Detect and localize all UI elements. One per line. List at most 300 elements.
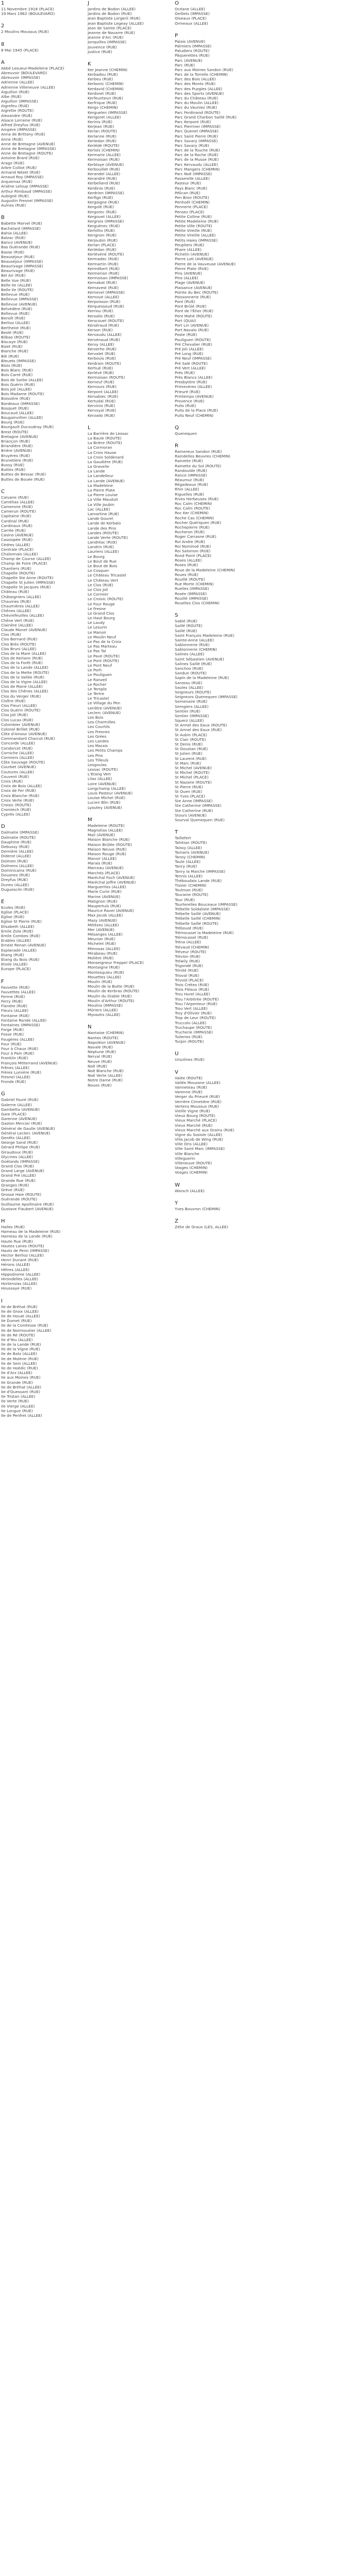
street-item[interactable]: La Gaudière (RUE) <box>88 459 123 464</box>
street-item[interactable]: Alsace Lorraine (RUE) <box>1 117 43 123</box>
street-item[interactable]: Belle Vue (RUE) <box>1 278 31 283</box>
street-item[interactable]: Kergaigne (RUE) <box>88 200 119 205</box>
street-item[interactable]: Maréchal Joffre (AVENUE) <box>88 880 136 885</box>
street-item[interactable]: St Pierre (RUE) <box>175 784 203 789</box>
street-item[interactable]: St Armel des Eaux (RUE) <box>175 727 222 733</box>
street-item[interactable]: Noë (RUE) <box>88 1063 107 1069</box>
street-item[interactable]: Debussy (RUE) <box>1 844 30 849</box>
street-item[interactable]: Petite Ville (ROUTE) <box>175 224 212 229</box>
street-item[interactable]: L'Etang Vert <box>88 772 111 777</box>
street-item[interactable]: Clos Brès (ROUTE) <box>1 641 36 647</box>
street-item[interactable]: Truccolo (ALLEE) <box>175 1020 207 1025</box>
street-item[interactable]: Kerinis (RUE) <box>88 119 113 124</box>
street-item[interactable]: Verger du Prieuré (RUE) <box>175 1094 220 1099</box>
street-item[interactable]: Fontaines (IMPASSE) <box>1 1023 40 1027</box>
street-item[interactable]: Pré Neuf (IMPASSE) <box>175 356 212 361</box>
street-item[interactable]: Douanes (RUE) <box>1 873 30 878</box>
street-item[interactable]: Trucherie (IMPASSE) <box>175 1029 213 1035</box>
street-item[interactable]: Port Navalo (RUE) <box>175 328 209 333</box>
street-item[interactable]: Grande Rue (RUE) <box>1 1178 36 1183</box>
street-item[interactable]: La Brière (ROUTE) <box>88 440 122 446</box>
street-item[interactable]: Trois Crétes (RUE) <box>175 982 209 987</box>
street-item[interactable]: Corniche (ALLEE) <box>1 750 34 755</box>
street-item[interactable]: Casino (AVENUE) <box>1 533 34 538</box>
street-item[interactable]: St Laurent (RUE) <box>175 756 207 761</box>
street-item[interactable]: Courbet (AVENUE) <box>1 765 36 770</box>
street-item[interactable]: Tour (RUE) <box>175 897 195 902</box>
street-item[interactable]: Ile aux Moines (RUE) <box>1 1375 41 1380</box>
street-item[interactable]: Fosse (RUE) <box>1 1032 24 1037</box>
street-item[interactable]: Meunier (RUE) <box>88 937 115 942</box>
street-item[interactable]: Kergo (CHEMIN) <box>88 105 118 110</box>
street-item[interactable]: Brunetière (RUE) <box>1 457 34 463</box>
street-item[interactable]: Ile de Groix (ALLEE) <box>1 1309 39 1314</box>
street-item[interactable]: Sablonnerie (CHEMIN) <box>175 647 217 652</box>
street-item[interactable]: Croix de Bois (ALLEE) <box>1 784 42 789</box>
street-item[interactable]: Touraine (ROUTE) <box>175 892 208 897</box>
street-item[interactable]: Parc des Bois (ALLEE) <box>175 77 216 82</box>
street-item[interactable]: Le Pavé (ROUTE) <box>88 653 120 658</box>
street-item[interactable]: Trébelle Soldaliste (IMPASSE) <box>175 907 230 911</box>
street-item[interactable]: Trivoid (PLACE) <box>175 977 204 982</box>
street-item[interactable]: Kerlévé (RUE) <box>88 370 114 375</box>
street-item[interactable]: Vertens Moussus (RUE) <box>175 1104 219 1109</box>
street-item[interactable]: Ferme (RUE) <box>1 994 25 999</box>
street-item[interactable]: Leclerc (AVENUE) <box>88 710 121 715</box>
street-item[interactable]: Bel Air (RUE) <box>1 273 26 278</box>
street-item[interactable]: Etang du Bois (RUE) <box>1 957 40 962</box>
street-item[interactable]: Kermartin (RUE) <box>88 261 119 266</box>
street-item[interactable]: Ecoles (RUE) <box>1 905 26 910</box>
street-item[interactable]: Diderot (ALLEE) <box>1 854 31 859</box>
street-item[interactable]: Primevères (ALLEE) <box>175 384 212 389</box>
street-item[interactable]: Tréwily (RUE) <box>175 959 200 964</box>
street-item[interactable]: Kerlois (CHEMIN) <box>88 148 120 153</box>
street-item[interactable]: Saules (ALLEE) <box>175 685 204 690</box>
street-item[interactable]: Pierre Plate (RUE) <box>175 266 209 271</box>
street-item[interactable]: Hortensias (ALLEE) <box>1 1281 38 1286</box>
street-item[interactable]: St Julien (RUE) <box>175 751 203 756</box>
street-item[interactable]: Roses (RUE) <box>175 563 198 568</box>
street-item[interactable]: Le Bourg <box>88 554 105 559</box>
street-item[interactable]: Abreuvoir (BOULEVARD) <box>1 70 47 75</box>
street-item[interactable]: St Goustan (RUE) <box>175 747 208 752</box>
street-item[interactable]: François Mitterrand (AVENUE) <box>1 1060 58 1065</box>
street-item[interactable]: Bosquet (RUE) <box>1 405 29 411</box>
street-item[interactable]: St Aubin (PLACE) <box>175 732 207 737</box>
street-item[interactable]: Banco (AVENUE) <box>1 240 32 245</box>
street-item[interactable]: Berthelot (RUE) <box>1 325 31 330</box>
street-item[interactable]: Bougainvillier (ALLEE) <box>1 415 43 420</box>
street-item[interactable]: Bellevue (IMPASSE) <box>1 297 38 302</box>
street-item[interactable]: Trémoussel (RUE) <box>175 935 208 940</box>
street-item[interactable]: Napoléon (AVENUE) <box>88 1040 126 1045</box>
street-item[interactable]: Neptune (RUE) <box>88 1049 116 1055</box>
street-item[interactable]: Pennerie (PLACE) <box>175 205 208 210</box>
street-item[interactable]: Hippodrome (ALLEE) <box>1 1272 41 1277</box>
street-item[interactable]: Bas Guérande (RUE) <box>1 245 40 250</box>
street-item[interactable]: Rond Point (PLACE) <box>175 553 212 558</box>
street-item[interactable]: Garenne (AVENUE) <box>1 1116 37 1122</box>
street-item[interactable]: Ursulines (RUE) <box>175 1057 205 1062</box>
street-item[interactable]: Clos (RUE) <box>1 632 21 637</box>
street-item[interactable]: Chapelle (ROUTE) <box>1 570 35 575</box>
street-item[interactable]: Europe (PLACE) <box>1 967 31 972</box>
street-item[interactable]: Kerignon (RUE) <box>88 233 117 238</box>
street-item[interactable]: Parc des Puzgles (ALLEE) <box>175 86 223 91</box>
street-item[interactable]: Le Grand Clos <box>88 611 114 616</box>
street-item[interactable]: Valée (ROUTE) <box>175 1075 203 1080</box>
street-item[interactable]: Taule (ALLEE) <box>175 859 201 865</box>
street-item[interactable]: Camélias (ALLEE) <box>1 499 35 504</box>
street-item[interactable]: Le Cormier <box>88 592 109 597</box>
street-item[interactable]: Kerbeu (RUE) <box>88 77 113 82</box>
street-item[interactable]: Cardinal (RUE) <box>1 518 29 523</box>
street-item[interactable]: Kerguelen (IMPASSE) <box>88 110 127 115</box>
street-item[interactable]: Troy d'Olivier (RUE) <box>175 1011 212 1016</box>
street-item[interactable]: Le Pas de la Croix <box>88 639 122 644</box>
street-item[interactable]: Kernevel (IMPASSE) <box>88 290 125 295</box>
street-item[interactable]: Parc de la Roche (RUE) <box>175 152 219 158</box>
street-item[interactable]: Myosotis (ALLEE) <box>88 1012 121 1018</box>
street-item[interactable]: Basse (RUE) <box>1 249 25 255</box>
street-item[interactable]: Rocheron (RUE) <box>175 530 205 535</box>
street-item[interactable]: Arquemaz (RUE) <box>1 179 32 184</box>
street-item[interactable]: Salines (ALLEE) <box>175 652 205 657</box>
street-item[interactable]: Gustave Flaubert (AVENUE) <box>1 1206 54 1211</box>
street-item[interactable]: Jean Baptiste Lorgeril (RUE) <box>88 16 141 21</box>
street-item[interactable]: Ste Catherine (RUE) <box>175 808 213 813</box>
street-item[interactable]: Guillaume Apollinaire (RUE) <box>1 1201 54 1207</box>
street-item[interactable]: Sentier (RUE) <box>175 708 201 714</box>
street-item[interactable]: Kerfrique (RUE) <box>88 100 118 106</box>
street-item[interactable]: Sapin de la Madeleine (RUE) <box>175 675 229 681</box>
street-item[interactable]: Ruelles (IMPASSE) <box>175 586 209 591</box>
street-item[interactable]: Vieux Marché aux Grains (RUE) <box>175 1127 235 1132</box>
street-item[interactable]: Kerjoubin (RUE) <box>88 238 118 243</box>
street-item[interactable]: Belvédère (RUE) <box>1 306 32 311</box>
street-item[interactable]: Roc Calm (CHEMIN) <box>175 501 212 506</box>
street-item[interactable]: Kerigoret (ALLEE) <box>88 114 121 120</box>
street-item[interactable]: Grand Clos (RUE) <box>1 1164 34 1169</box>
street-item[interactable]: Arbre Colliot (RUE) <box>1 165 37 170</box>
street-item[interactable]: Les Fresnes <box>88 729 110 734</box>
street-item[interactable]: Saint Sébastien (AVENUE) <box>175 656 224 662</box>
street-item[interactable]: Molière (RUE) <box>88 956 114 960</box>
street-item[interactable]: Kerhué (RUE) <box>88 365 113 370</box>
street-item[interactable]: Trop de Leur (ROUTE) <box>175 1015 216 1021</box>
street-item[interactable]: Pont (RUE) <box>175 299 195 304</box>
street-item[interactable]: Croix Blanche (RUE) <box>1 793 40 798</box>
street-item[interactable]: Le Pas Tal <box>88 649 106 654</box>
street-item[interactable]: Madeleine (ROUTE) <box>88 823 125 828</box>
street-item[interactable]: Trioval (RUE) <box>175 973 200 978</box>
street-item[interactable]: Abreuvoir (IMPASSE) <box>1 75 40 80</box>
street-item[interactable]: Moulin du Diable (RUE) <box>88 993 132 998</box>
street-item[interactable]: Houssaye (RUE) <box>1 1286 32 1291</box>
street-item[interactable]: Clairière (ALLEE) <box>1 622 33 628</box>
street-item[interactable]: Tanry (RUE) <box>175 864 197 869</box>
street-item[interactable]: Dalmatie (ROUTE) <box>1 835 36 840</box>
street-item[interactable]: Kersalio (RUE) <box>88 313 115 318</box>
street-item[interactable]: Alfred Dreyfus (RUE) <box>1 123 41 127</box>
street-item[interactable]: Lande des Pins <box>88 526 117 531</box>
street-item[interactable]: Chapelle Ste Anne (ROUTE) <box>1 575 54 580</box>
street-item[interactable]: Ile Grande (RUE) <box>1 1380 33 1385</box>
street-item[interactable]: Bretagne (AVENUE) <box>1 434 38 439</box>
street-item[interactable]: Clos de la Vigne (ALLEE) <box>1 680 48 684</box>
street-item[interactable]: Balzac (RUE) <box>1 235 26 240</box>
street-item[interactable]: Cardinaux (RUE) <box>1 523 32 528</box>
street-item[interactable]: Bellevue (RUE) <box>1 292 30 297</box>
street-item[interactable]: Clos de la Mette (ROUTE) <box>1 670 49 675</box>
street-item[interactable]: Pont Mahé (ROUTE) <box>175 313 212 318</box>
street-item[interactable]: Sablé (RUE) <box>175 619 197 624</box>
street-item[interactable]: Chaumières (ALLEE) <box>1 604 40 608</box>
street-item[interactable]: Phare (ALLEE) <box>175 247 202 252</box>
street-item[interactable]: Briandière (RUE) <box>1 444 33 449</box>
street-item[interactable]: Kerquessaud (RUE) <box>88 304 124 309</box>
street-item[interactable]: Sarzeau (RUE) <box>175 680 203 685</box>
street-item[interactable]: Les Tilleuls <box>88 757 109 762</box>
street-item[interactable]: Les Marais <box>88 743 108 749</box>
street-item[interactable]: Lande de Kerbalo <box>88 521 121 526</box>
street-item[interactable]: Roues (RUE) <box>175 572 198 577</box>
street-item[interactable]: Vigne du Sosiole (ALLEE) <box>175 1132 222 1137</box>
street-item[interactable]: 11 Novembre 1918 (PLACE) <box>1 7 54 11</box>
street-item[interactable]: Jean Baptiste Legeay (ALLEE) <box>88 21 144 26</box>
street-item[interactable]: Clos de la Lande (ALLEE) <box>1 665 48 670</box>
street-item[interactable]: Pointe du Bec (ROUTE) <box>175 290 219 295</box>
street-item[interactable]: Clos Guérin (ROUTE) <box>1 708 41 713</box>
street-item[interactable]: Chênes (ALLEE) <box>1 608 31 614</box>
street-item[interactable]: Cyprès (ALLEE) <box>1 812 30 817</box>
street-item[interactable]: Kerhillio (RUE) <box>88 228 115 233</box>
street-item[interactable]: Chantiers (RUE) <box>1 566 31 571</box>
street-item[interactable]: Kerson (RUE) <box>88 328 113 333</box>
street-item[interactable]: Ville Saint Marc (IMPASSE) <box>175 1146 225 1151</box>
street-item[interactable]: Le Croisic (ROUTE) <box>88 597 124 602</box>
street-item[interactable]: Ile de Bréhat (ALLEE) <box>1 1384 42 1389</box>
street-item[interactable]: St Yves (PLACE) <box>175 794 205 799</box>
street-item[interactable]: Trou Vert (ALLEE) <box>175 1006 208 1011</box>
street-item[interactable]: Trinité (RUE) <box>175 968 199 973</box>
street-item[interactable]: Moulin de Kerbras (ROUTE) <box>88 989 140 994</box>
street-item[interactable]: Aulnes (RUE) <box>1 203 26 208</box>
street-item[interactable]: Maison Rouge (RUE) <box>88 851 126 856</box>
street-item[interactable]: Plaisance (AVENUE) <box>175 285 212 290</box>
street-item[interactable]: Pont de l'Étier (RUE) <box>175 309 213 314</box>
street-item[interactable]: Le Tertre <box>88 691 105 697</box>
street-item[interactable]: Jeanne de Navarre (RUE) <box>88 30 135 35</box>
street-item[interactable]: Roc Calm (ROUTE) <box>175 506 210 511</box>
street-item[interactable]: Kerlédan (RUE) <box>88 247 117 252</box>
street-item[interactable]: Théboudais Lande (RUE) <box>175 878 222 883</box>
street-item[interactable]: Bachelard (IMPASSE) <box>1 226 41 231</box>
street-item[interactable]: Le Laudy <box>88 620 105 625</box>
street-item[interactable]: Vanneteau (RUE) <box>175 1085 207 1090</box>
street-item[interactable]: Tamaris (AVENUE) <box>175 850 209 855</box>
street-item[interactable]: La Croix Soldenard <box>88 454 124 460</box>
street-item[interactable]: Bois de Sorbe (ALLEE) <box>1 377 43 382</box>
street-item[interactable]: Parc de la Musse (RUE) <box>175 157 219 162</box>
street-item[interactable]: Ile de Houat (ALLEE) <box>1 1313 40 1318</box>
street-item[interactable]: Grand Large (AVENUE) <box>1 1168 44 1174</box>
street-item[interactable]: Sourval Quenequen (RUE) <box>175 818 225 822</box>
street-item[interactable]: Tréna (ALLEE) <box>175 940 201 945</box>
street-item[interactable]: Bourg (RUE) <box>1 420 25 425</box>
street-item[interactable]: Villeguerin <box>175 1156 195 1161</box>
street-item[interactable]: Calvaire (RUE) <box>1 495 29 500</box>
street-item[interactable]: Clos de Kerlann (RUE) <box>1 656 43 661</box>
street-item[interactable]: Hirondelles (ALLEE) <box>1 1277 39 1281</box>
street-item[interactable]: Duguesclin (RUE) <box>1 887 35 892</box>
street-item[interactable]: Clos Bernard (RUE) <box>1 637 38 642</box>
street-item[interactable]: Hameau de la Madeleine (RUE) <box>1 1229 61 1234</box>
street-item[interactable]: Pré Long (RUE) <box>175 351 204 357</box>
street-item[interactable]: Le Ranzeil <box>88 677 107 682</box>
street-item[interactable]: Dolmens (ALLEE) <box>1 863 34 868</box>
street-item[interactable]: Le Pont Neuf <box>88 663 112 668</box>
street-item[interactable]: Rocher Quériquen (RUE) <box>175 520 222 525</box>
street-item[interactable]: Pensez (PLACE) <box>175 209 205 214</box>
street-item[interactable]: Ile de Penfret (ALLEE) <box>1 1413 42 1418</box>
street-item[interactable]: Rhin (ALLEE) <box>175 487 200 492</box>
street-item[interactable]: Moulin (RUE) <box>88 979 112 984</box>
street-item[interactable]: Notre Dame (RUE) <box>88 1078 123 1083</box>
street-item[interactable]: Moulin de la Butte (RUE) <box>88 984 135 989</box>
street-item[interactable]: Semenaire (RUE) <box>175 699 208 704</box>
street-item[interactable]: Noë Blanche (RUE) <box>88 1068 124 1073</box>
street-item[interactable]: Passerelle (ALLEE) <box>175 176 210 181</box>
street-item[interactable]: Oeillets (IMPASSE) <box>175 11 210 16</box>
street-item[interactable]: Fontaine Ronde (ALLEE) <box>1 1018 47 1023</box>
street-item[interactable]: Maréchal Foch (AVENUE) <box>88 875 135 880</box>
street-item[interactable]: Puits de la Place (RUE) <box>175 408 218 413</box>
street-item[interactable]: George Sand (RUE) <box>1 1140 38 1145</box>
street-item[interactable]: Yves Bouvron (CHEMIN) <box>175 1206 220 1211</box>
street-item[interactable]: Pont Brûlé (RUE) <box>175 304 207 309</box>
street-item[interactable]: Magnolias (ALLEE) <box>88 827 123 833</box>
street-item[interactable]: Sentier (IMPASSE) <box>175 713 209 718</box>
street-item[interactable]: Clos de la Mare (ALLEE) <box>1 651 46 656</box>
street-item[interactable]: Pins (AVENUE) <box>175 270 202 276</box>
street-item[interactable]: Clos de Marie (ALLEE) <box>1 684 43 689</box>
street-item[interactable]: Varenne (RUE) <box>175 1090 203 1095</box>
street-item[interactable]: Lamartine (RUE) <box>88 511 119 516</box>
street-item[interactable]: Clos de la Vallée (RUE) <box>1 674 44 680</box>
street-item[interactable]: Prieuré (RUE) <box>175 389 201 394</box>
street-item[interactable]: Centrale (PLACE) <box>1 547 34 552</box>
street-item[interactable]: Parc Ferdinand (ROUTE) <box>175 110 221 115</box>
street-item[interactable]: Lande Gourel <box>88 516 113 521</box>
street-item[interactable]: Les Petits Champs <box>88 748 123 753</box>
street-item[interactable]: Rainette du Sol (ROUTE) <box>175 463 222 468</box>
street-item[interactable]: Arnaud Roy (IMPASSE) <box>1 175 44 180</box>
street-item[interactable]: Bahia (ALLEE) <box>1 230 28 235</box>
street-item[interactable]: Chaumes (RUE) <box>1 599 31 604</box>
street-item[interactable]: Parc Quenet (IMPASSE) <box>175 129 219 134</box>
street-item[interactable]: Kerledan (RUE) <box>88 138 117 143</box>
street-item[interactable]: Champ de Foire (PLACE) <box>1 561 47 566</box>
street-item[interactable]: Erables (ALLEE) <box>1 938 31 943</box>
street-item[interactable]: Kergorec (RUE) <box>88 209 117 214</box>
street-item[interactable]: Bois Carré (RUE) <box>1 372 33 378</box>
street-item[interactable]: Henri Dunant (RUE) <box>1 1258 39 1263</box>
street-item[interactable]: Maison Neuve (RUE) <box>88 846 127 852</box>
street-item[interactable]: Hauts de Penn (IMPASSE) <box>1 1248 49 1253</box>
street-item[interactable]: Le Moulin Neuf <box>88 634 116 639</box>
street-item[interactable]: Trémoussel la Madeleine (RUE) <box>175 930 234 935</box>
street-item[interactable]: Vosges (CHEMIN) <box>175 1170 208 1175</box>
street-item[interactable]: Kerdavid (CHEMIN) <box>88 86 124 91</box>
street-item[interactable]: Bourgault Ducoudray (RUE) <box>1 425 54 430</box>
street-item[interactable]: Ile de Hoëdic (RUE) <box>1 1366 38 1370</box>
street-item[interactable]: Pichelin (AVENUE) <box>175 252 209 257</box>
street-item[interactable]: Aiguillon (RUE) <box>1 89 30 94</box>
street-item[interactable]: Ile Vierge (ALLEE) <box>1 1403 35 1409</box>
street-item[interactable]: Belle Ile (ROUTE) <box>1 287 34 292</box>
street-item[interactable]: Squerz (ALLEE) <box>175 718 204 723</box>
street-item[interactable]: La Ville Joubin <box>88 502 114 507</box>
street-item[interactable]: Printemps (AVENUE) <box>175 394 214 399</box>
street-item[interactable]: Port Lin (AVENUE) <box>175 323 209 328</box>
street-item[interactable]: Ampère (IMPASSE) <box>1 127 37 132</box>
street-item[interactable]: Tanry la Marche (IMPASSE) <box>175 869 226 874</box>
street-item[interactable]: Roc Ker (CHEMIN) <box>175 511 209 516</box>
street-item[interactable]: Lessac (ROUTE) <box>88 767 118 772</box>
street-item[interactable]: Ile de Molène (RUE) <box>1 1356 39 1361</box>
street-item[interactable]: Tanoy (CHEMIN) <box>175 854 205 859</box>
street-item[interactable]: Ile Verte (RUE) <box>1 1399 29 1404</box>
street-item[interactable]: Hameau de la Lande (RUE) <box>1 1234 53 1239</box>
street-item[interactable]: Lilas (ALLEE) <box>88 776 112 782</box>
street-item[interactable]: Côte d'Amour (AVENUE) <box>1 732 47 737</box>
street-item[interactable]: Adrienne (ALLEE) <box>1 80 34 85</box>
street-item[interactable]: Kerzerho (RUE) <box>88 346 117 351</box>
street-item[interactable]: Trébouat (RUE) <box>175 925 204 930</box>
street-item[interactable]: Océane (ALLEE) <box>175 7 205 11</box>
street-item[interactable]: Kervoyal (RUE) <box>88 408 117 413</box>
street-item[interactable]: Mazy (AVENUE) <box>88 918 118 923</box>
street-item[interactable]: Parc (RUE) <box>175 62 195 67</box>
street-item[interactable]: Le Clos (RUE) <box>88 582 113 587</box>
street-item[interactable]: Le Pouliguen <box>88 672 112 677</box>
street-item[interactable]: Kerfigo (RUE) <box>88 195 113 200</box>
street-item[interactable]: Croix Verte (RUE) <box>1 798 35 803</box>
street-item[interactable]: Beaurivage (IMPASSE) <box>1 264 43 269</box>
street-item[interactable]: Ile de Bréhat (RUE) <box>1 1304 38 1309</box>
street-item[interactable]: Eglise (RUE) <box>1 914 25 920</box>
street-item[interactable]: Saillé (RUE) <box>175 628 197 633</box>
street-item[interactable]: La Madeleine <box>88 483 113 488</box>
street-item[interactable]: Fauvette (RUE) <box>1 985 30 990</box>
street-item[interactable]: Cormiers (ALLEE) <box>1 755 35 760</box>
street-item[interactable]: Montesquieu (RUE) <box>88 970 124 975</box>
street-item[interactable]: Croisic (ROUTE) <box>1 802 31 807</box>
street-item[interactable]: Sainte-Anne (ALLEE) <box>175 637 214 642</box>
street-item[interactable]: Ville Oris (ALLEE) <box>175 1142 208 1147</box>
street-item[interactable]: Marais (RUE) <box>88 861 112 866</box>
street-item[interactable]: Seigneurs Quenequen (IMPASSE) <box>175 694 238 700</box>
street-item[interactable]: Kerriou (RUE) <box>88 309 113 314</box>
street-item[interactable]: Les Charmilles <box>88 720 115 725</box>
street-item[interactable]: Blé (RUE) <box>1 353 20 359</box>
street-item[interactable]: Aubigné (RUE) <box>1 193 29 198</box>
street-item[interactable]: Kerneuf (RUE) <box>88 380 114 385</box>
street-item[interactable]: Villeneuve (ROUTE) <box>175 1161 212 1165</box>
street-item[interactable]: Rainette (RUE) <box>175 459 203 464</box>
